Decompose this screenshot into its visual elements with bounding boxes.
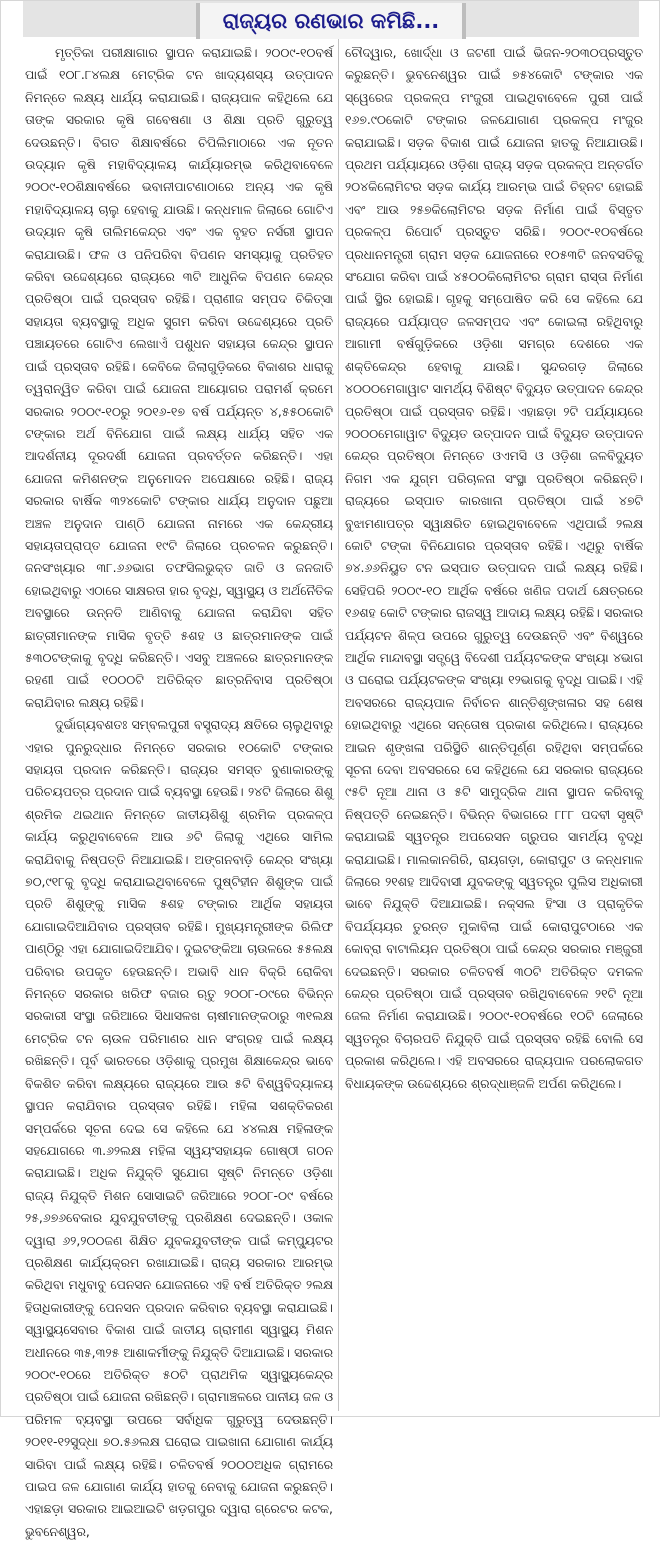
article-paragraph: ଦୁର୍ଭାଗ୍ୟବଶତଃ ସମ୍ବଲପୁରୀ ବସ୍ତ୍ରାଦ୍ୟ କ୍ଷତିରେ ଚାଲୁଥିବାରୁ ଏହାର ପୁନରୁଦ୍ଧାର ନିମନ୍ତେ ସରକାର ୧୦କୋଟି ଟଙ୍କାର ସହାୟତା ପ୍ରଦାନ କରିଛନ୍ତି। ରାଜ୍ୟର ସମସ୍ତ ବୁଣାକାରଙ୍କୁ ପରିଚୟପତ୍ର ପ୍ରଦାନ ପାଇଁ ବ୍ୟବସ୍ଥା ହେଉଛି। ୨୪ଟି ଜିଲାରେ ଶିଶୁ ଶ୍ରମିକ ଥଇଥାନ ନିମନ୍ତେ ଜାତୀୟଶିଶୁ ଶ୍ରମିକ ପ୍ରକଳ୍ପ କାର୍ଯ୍ୟ କରୁଥିବାବେଳେ ଆଉ ୬ଟି ଜିଲାକୁ ଏଥିରେ ସାମିଲ କରାଯିବାକୁ ନିଷ୍ପତ୍ତି ନିଆଯାଇଛି। ଅଙ୍ଗନବାଡ଼ି କେନ୍ଦ୍ର ସଂଖ୍ୟା ୭୦,୯୧୮କୁ ବୃଦ୍ଧି କରାଯାଇଥିବାବେଳେ ପୁଷ୍ଟିହୀନ ଶିଶୁଙ୍କ ପାଇଁ ପ୍ରତି ଶିଶୁଙ୍କୁ ମାସିକ ୫ଶହ ଟଙ୍କାର ଆର୍ଥିକ ସହାୟତା ଯୋଗାଇଦିଆଯିବାର ପ୍ରସ୍ତାବ ରହିଛି। ମୁଖ୍ୟମନ୍ତ୍ରୀଙ୍କ ରିଲିଫ ପାଣ୍ଠିରୁ ଏହା ଯୋଗାଇଦିଆଯିବ। ଦୁଇଟଙ୍କିଆ ଚାଉଳରେ ୫୫ଲକ୍ଷ ପରିବାର ଉପକୃତ ହେଉଛନ୍ତି। ଅଭାବି ଧାନ ବିକ୍ରି ରୋକିବା ନିମନ୍ତେ ସରକାର ଖରିଫ ବଜାର ଋତୁ ୨୦୦୮-୦୯ରେ ବିଭିନ୍ନ ସରକାରୀ ସଂସ୍ଥା ଜରିଆରେ ସିଧାସଳଖ ଚାଷୀମାନଙ୍କଠାରୁ ୩୧ଲକ୍ଷ ମେଟ୍ରିକ ଟନ ଚାଉଳ ପରିମାଣର ଧାନ ସଂଗ୍ରହ ପାଇଁ ଲକ୍ଷ୍ୟ ରଖିଛନ୍ତି। ପୂର୍ବ ଭାରତରେ ଓଡ଼ିଶାକୁ ପ୍ରମୁଖ ଶିକ୍ଷାକେନ୍ଦ୍ର ଭାବେ ବିକଶିତ କରିବା ଲକ୍ଷ୍ୟରେ ରାଜ୍ୟରେ ଆଉ ୫ଟି ବିଶ୍ୱବିଦ୍ୟାଳୟ ସ୍ଥାପନ କରାଯିବାର ପ୍ରସ୍ତାବ ରହିଛି। ମହିଳା ସଶକ୍ତିକରଣ ସମ୍ପର୍କରେ ସୂଚନା ଦେଇ ସେ କହିଲେ ଯେ ୪୪ଲକ୍ଷ ମହିଳାଙ୍କ ସହଯୋଗରେ ୩.୬୨ଲକ୍ଷ ମହିଳା ସ୍ୱୟଂସହାୟକ ଗୋଷ୍ଠୀ ଗଠନ କରାଯାଇଛି। ଅଧିକ ନିଯୁକ୍ତି ସୁଯୋଗ ସୃଷ୍ଟି ନିମନ୍ତେ ଓଡ଼ିଶା ରାଜ୍ୟ ନିଯୁକ୍ତି ମିଶନ ସୋସାଇଟି ଜରିଆରେ ୨୦୦୮-୦୯ ବର୍ଷରେ ୨୫,୬୭୬ବେକାର ଯୁବଯୁବତୀଙ୍କୁ ପ୍ରଶିକ୍ଷଣ ଦେଇଛନ୍ତି। ଓକାଳ ଦ୍ୱାରା ୬୨,୨୦୦ଜଣ ଶିକ୍ଷିତ ଯୁବକଯୁବତୀଙ୍କ ପାଇଁ କମ୍ପ୍ୟୁଟର ପ୍ରଶିକ୍ଷଣ କାର୍ଯ୍ୟକ୍ରମ ରଖାଯାଇଛି। ରାଜ୍ୟ ସରକାର ଆରମ୍ଭ କରିଥିବା ମଧୁବାବୁ ପେନସନ ଯୋଜନାରେ ଏହି ବର୍ଷ ଅତିରିକ୍ତ ୨ଲକ୍ଷ ହିତାଧିକାରୀଙ୍କୁ ପେନସନ ପ୍ରଦାନ କରିବାର ବ୍ୟବସ୍ଥା କରାଯାଇଛି। ସ୍ୱାସ୍ଥ୍ୟସେବାର ବିକାଶ ପାଇଁ ଜାତୀୟ ଗ୍ରାମୀଣ ସ୍ୱାସ୍ଥ୍ୟ ମିଶନ ଅଧୀନରେ ୩୫,୩୨୫ ଆଶାକର୍ମୀଙ୍କୁ ନିଯୁକ୍ତି ଦିଆଯାଇଛି। ସରକାର ୨୦୦୯-୧୦ରେ ଅତିରିକ୍ତ ୫୦ଟି ପ୍ରାଥମିକ ସ୍ୱାସ୍ଥ୍ୟକେନ୍ଦ୍ର ପ୍ରତିଷ୍ଠା ପାଇଁ ଯୋଜନା ରଖିଛନ୍ତି। ଗ୍ରାମାଞ୍ଚଳରେ ପାନୀୟ ଜଳ ଓ ପରିମଳ ବ୍ୟବସ୍ଥା ଉପରେ ସର୍ବାଧିକ ଗୁରୁତ୍ୱ ଦେଉଛନ୍ତି। ୨୦୧୧-୧୨ସୁଦ୍ଧା ୭୦.୫୬ଲକ୍ଷ ଘରୋଇ ପାଇଖାନା ଯୋଗାଣ କାର୍ଯ୍ୟ ସାରିବା ପାଇଁ ଲକ୍ଷ୍ୟ ରହିଛି। ଚଳିତବର୍ଷ ୨୦୦୦ଅଧିକ ଗ୍ରାମରେ ପାଇପ ଜଳ ଯୋଗାଣ କାର୍ଯ୍ୟ ହାତକୁ ନେବାକୁ ଯୋଜନା କରୁଛନ୍ତି। ଏହାଛଡ଼ା ସରକାର ଆଇଆଇଟି ଖଡ଼ଗପୁର ଦ୍ୱାରା ଗ୍ରେଟର କଟକ, ଭୁବନେଶ୍ୱର, <box>25 717 333 1539</box>
article-paragraph: ଚୌଦ୍ୱାର, ଖୋର୍ଦ୍ଧା ଓ ଜଟଣୀ ପାଇଁ ଭିଜନ-୨୦୩୦ପ୍ରସ୍ତୁତ କରୁଛନ୍ତି। ଭୁବନେଶ୍ୱର ପାଇଁ ୭୫୪କୋଟି ଟଙ୍କାର ଏକ ସ୍ୱେରେଜ ପ୍ରକଳ୍ପ ମଂଜୁରୀ ପାଇଥିବାବେଳେ ପୁରୀ ପାଇଁ ୧୬୭.୯୦କୋଟି ଟଙ୍କାର ଜଳଯୋଗାଣ ପ୍ରକଳ୍ପ ମଂଜୁର କରାଯାଇଛି। ସଡ଼କ ବିକାଶ ପାଇଁ ଯୋଜନା ହାତକୁ ନିଆଯାଉଛି। ପ୍ରଥମ ପର୍ଯ୍ୟାୟରେ ଓଡ଼ିଶା ରାଜ୍ୟ ସଡ଼କ ପ୍ରକଳ୍ପ ଅନ୍ତର୍ଗତ ୨୦୪କିଲୋମିଟର ସଡ଼କ କାର୍ଯ୍ୟ ଆରମ୍ଭ ପାଇଁ ଚିହ୍ନଟ ହୋଇଛି ଏବଂ ଆଉ ୨୫୭କିଲୋମିଟର ସଡ଼କ ନିର୍ମାଣ ପାଇଁ ବିସ୍ତୃତ ପ୍ରକଳ୍ପ ରିପୋର୍ଟ ପ୍ରସ୍ତୁତ ସରିଛି। ୨୦୦୯-୧୦ବର୍ଷରେ ପ୍ରଧାନମନ୍ତ୍ରୀ ଗ୍ରାମ ସଡ଼କ ଯୋଜନାରେ ୧୦୫୩ଟି ଜନବସତିକୁ ସଂଯୋଗ କରିବା ପାଇଁ ୪୫୦୦କିଲୋମିଟର ଗ୍ରାମ ରାସ୍ତା ନିର୍ମାଣ ପାଇଁ ସ୍ଥିର ହୋଇଛି। ଗୃହକୁ ସମ୍ପୋଷିତ କରି ସେ କହିଲେ ଯେ ରାଜ୍ୟରେ ପର୍ଯ୍ୟାପ୍ତ ଜଳସମ୍ପଦ ଏବଂ କୋଇଲା ରହିଥିବାରୁ ଆଗାମୀ ବର୍ଷଗୁଡ଼ିକରେ ଓଡ଼ିଶା ସମଗ୍ର ଦେଶରେ ଏକ ଶକ୍ତିକେନ୍ଦ୍ର ହେବାକୁ ଯାଉଛି। ସୁନ୍ଦରଗଡ଼ ଜିଲାରେ ୪୦୦୦ମେଗାୱାଟ ସାମର୍ଥ୍ୟ ବିଶିଷ୍ଟ ବିଦ୍ୟୁତ ଉତ୍ପାଦନ କେନ୍ଦ୍ର ପ୍ରତିଷ୍ଠା ପାଇଁ ପ୍ରସ୍ତାବ ରହିଛି। ଏହାଛଡ଼ା ୨ଟି ପର୍ଯ୍ୟାୟରେ ୨୦୦୦ମେଗାୱାଟ ବିଦ୍ୟୁତ ଉତ୍ପାଦନ ପାଇଁ ବିଦ୍ୟୁତ ଉତ୍ପାଦନ କେନ୍ଦ୍ର ପ୍ରତିଷ୍ଠା ନିମନ୍ତେ ଓଏମସି ଓ ଓଡ଼ିଶା ଜଳବିଦ୍ୟୁତ ନିଗମ ଏକ ଯୁଗ୍ମ ପରିଚାଳନା ସଂସ୍ଥା ପ୍ରତିଷ୍ଠା କରିଛନ୍ତି। ରାଜ୍ୟରେ ଇସ୍ପାତ କାରଖାନା ପ୍ରତିଷ୍ଠା ପାଇଁ ୪୭ଟି ବୁଝାମଣାପତ୍ର ସ୍ୱାକ୍ଷରିତ ହୋଇଥିବାବେଳେ ଏଥିପାଇଁ ୨ଲକ୍ଷ କୋଟି ଟଙ୍କା ବିନିଯୋଗର ପ୍ରସ୍ତାବ ରହିଛି। ଏଥିରୁ ବାର୍ଷିକ ୭୪.୬୬ନିୟୁତ ଟନ ଇସ୍ପାତ ଉତ୍ପାଦନ ପାଇଁ ଲକ୍ଷ୍ୟ ରହିଛି। ସେହିପରି ୨୦୦୯-୧୦ ଆର୍ଥିକ ବର୍ଷରେ ଖଣିଜ ପଦାର୍ଥ କ୍ଷେତ୍ରରେ ୧୬ଶହ କୋଟି ଟଙ୍କାର ରାଜସ୍ୱ ଆଦାୟ ଲକ୍ଷ୍ୟ ରହିଛି। ସରକାର ପର୍ଯ୍ୟଟନ ଶିଳ୍ପ ଉପରେ ଗୁରୁତ୍ୱ ଦେଉଛନ୍ତି ଏବଂ ବିଶ୍ୱରେ ଆର୍ଥିକ ମାନ୍ଦାବସ୍ଥା ସତ୍ତ୍ୱେ ବିଦେଶୀ ପର୍ଯ୍ୟଟକଙ୍କ ସଂଖ୍ୟା ୪ଭାଗ ଓ ଘରୋଇ ପର୍ଯ୍ୟଟକଙ୍କ ସଂଖ୍ୟା ୧୨ଭାଗକୁ ବୃଦ୍ଧି ପାଇଛି। ଏହି ଅବସରରେ ରାଜ୍ୟପାଳ ନିର୍ବାଚନ ଶାନ୍ତିଶୃଙ୍ଖଳାର ସହ ଶେଷ ହୋଇଥିବାରୁ ଏଥିରେ ସନ୍ତୋଷ ପ୍ରକାଶ କରିଥିଲେ। ରାଜ୍ୟରେ ଆଇନ ଶୃଙ୍ଖଳା ପରିସ୍ଥିତି ଶାନ୍ତିପୂର୍ଣ୍ଣ ରହିଥିବା ସମ୍ପର୍କରେ ସୂଚନା ଦେବା ଅବସରରେ ସେ କହିଥିଲେ ଯେ ସରକାର ରାଜ୍ୟରେ ୯୫ଟି ନୂଆ ଥାନା ଓ ୫ଟି ସାମୁଦ୍ରିକ ଥାନା ସ୍ଥାପନ କରିବାକୁ ନିଷ୍ପତ୍ତି ନେଇଛନ୍ତି। ବିଭିନ୍ନ ବିଭାଗରେ ୮୮୮ ପଦବୀ ସୃଷ୍ଟି କରାଯାଇଛି ସ୍ୱତନ୍ତ୍ର ଅପରେସନ ଗ୍ରୁପର ସାମର୍ଥ୍ୟ ବୃଦ୍ଧି କରାଯାଇଛି। ମାଲକାନଗିରି, ରାୟଗଡ଼ା, କୋରାପୁଟ ଓ କନ୍ଧମାଳ ଜିଲାରେ ୨୧ଶହ ଆଦିବାସୀ ଯୁବକଙ୍କୁ ସ୍ୱତନ୍ତ୍ର ପୁଲିସ ଅଧିକାରୀ ଭାବେ ନିଯୁକ୍ତି ଦିଆଯାଇଛି। ନକ୍ସଲ ହିଂସା ଓ ପ୍ରାକୃତିକ ବିପର୍ଯ୍ୟୟର ତୁରନ୍ତ ମୁକାବିଲା ପାଇଁ କୋରାପୁଟଠାରେ ଏକ କୋବ୍ରା ବାଟାଲିୟନ ପ୍ରତିଷ୍ଠା ପାଇଁ କେନ୍ଦ୍ର ସରକାର ମଞ୍ଜୁରୀ ଦେଇଛନ୍ତି। ସରକାର ଚଳିତବର୍ଷ ୩୦ଟି ଅତିରିକ୍ତ ଦମକଳ କେନ୍ଦ୍ର ପ୍ରତିଷ୍ଠା ପାଇଁ ପ୍ରସ୍ତାବ ରଖିଥିବାବେଳେ ୨୧ଟି ନୂଆ ଜେଲ ନିର୍ମାଣ କରାଯାଉଛି। ୨୦୦୯-୧୦ବର୍ଷରେ ୧୦ଟି ଜେଲାରେ ସ୍ୱତନ୍ତ୍ର ବିଚାରପତି ନିଯୁକ୍ତି ପାଇଁ ପ୍ରସ୍ତାବ ରହିଛି ବୋଲି ସେ ପ୍ରକାଶ କରିଥିଲେ। ଏହି ଅବସରରେ ରାଜ୍ୟପାଳ ପରଲୋକଗତ ବିଧାୟକଙ୍କ ଉଦ୍ଦେଶ୍ୟରେ ଶ୍ରଦ୍ଧାଞ୍ଜଳି ଅର୍ପଣ କରିଥିଲେ। <box>345 45 643 1091</box>
article-column-left <box>25 42 333 1539</box>
headline: ରାଜ୍ୟର ରଣଭାର କମିଛି... <box>196 3 466 39</box>
article-paragraph: ମୃତ୍ତିକା ପରୀକ୍ଷାଗାର ସ୍ଥାପନ କରାଯାଇଛି। ୨୦୦୯-୧୦ବର୍ଷ ପାଇଁ ୧୦୮.୮୪ଲକ୍ଷ ମେଟ୍ରିକ ଟନ ଖାଦ୍ୟଶସ୍ୟ ଉତ୍ପାଦନ ନିମନ୍ତେ ଲକ୍ଷ୍ୟ ଧାର୍ଯ୍ୟ କରାଯାଇଛି। ରାଜ୍ୟପାଳ କହିଥିଲେ ଯେ ତାଙ୍କ ସରକାର କୃଷି ଗବେଷଣା ଓ ଶିକ୍ଷା ପ୍ରତି ଗୁରୁତ୍ୱ ଦେଉଛନ୍ତି। ବିଗତ ଶିକ୍ଷାବର୍ଷରେ ଚିପିଲିମାଠାରେ ଏକ ନୂତନ ଉଦ୍ୟାନ କୃଷି ମହାବିଦ୍ୟାଳୟ କାର୍ଯ୍ୟାରମ୍ଭ କରିଥିବାବେଳେ ୨୦୦୯-୧୦ଶିକ୍ଷାବର୍ଷରେ ଭବାନୀପାଟଣାଠାରେ ଅନ୍ୟ ଏକ କୃଷି ମହାବିଦ୍ୟାଳୟ ଚାଲୁ ହେବାକୁ ଯାଉଛି। କନ୍ଧମାଳ ଜିଲାରେ ଗୋଟିଏ ଉଦ୍ୟାନ କୃଷି ତାଲିମକେନ୍ଦ୍ର ଏବଂ ଏକ ବୃହତ ନର୍ସରୀ ସ୍ଥାପନ କରାଯାଉଛି। ଫଳ ଓ ପନିପରିବା ବିପଣନ ସମସ୍ୟାକୁ ପ୍ରତିହତ କରିବା ଉଦ୍ଦେଶ୍ୟରେ ରାଜ୍ୟରେ ୩ଟି ଆଧୁନିକ ବିପଣନ କେନ୍ଦ୍ର ପ୍ରତିଷ୍ଠା ପାଇଁ ପ୍ରସ୍ତାବ ରହିଛି। ପ୍ରାଣୀଜ ସମ୍ପଦ ଚିକିତ୍ସା ସହାୟତା ବ୍ୟବସ୍ଥାକୁ ଅଧିକ ସୁଗମ କରିବା ଉଦ୍ଦେଶ୍ୟରେ ପ୍ରତି ପଞ୍ଚାୟତରେ ଗୋଟିଏ ଲେଖାଏଁ ପଶୁଧନ ସହାୟତା କେନ୍ଦ୍ର ସ୍ଥାପନ ପାଇଁ ପ୍ରସ୍ତାବ ରହିଛି। କେବିକେ ଜିଲାଗୁଡ଼ିକରେ ବିକାଶର ଧାରାକୁ ତ୍ୱରାନ୍ୱିତ କରିବା ପାଇଁ ଯୋଜନା ଆୟୋଗର ପରାମର୍ଶ କ୍ରମେ ସରକାର ୨୦୦୯-୧୦ରୁ ୨୦୧୬-୧୭ ବର୍ଷ ପର୍ଯ୍ୟନ୍ତ ୪,୫୫୦କୋଟି ଟଙ୍କାର ଅର୍ଥ ବିନିଯୋଗ ପାଇଁ ଲକ୍ଷ୍ୟ ଧାର୍ଯ୍ୟ ସହିତ ଏକ ଆଦର୍ଶନୀୟ ଦୂରଦର୍ଶୀ ଯୋଜନା ପ୍ରବର୍ତ୍ତନ କରିଛନ୍ତି। ଏହା ଯୋଜନା କମିଶନଙ୍କ ଅନୁମୋଦନ ଅପେକ୍ଷାରେ ରହିଛି। ରାଜ୍ୟ ସରକାର ବାର୍ଷିକ ୩୨୪କୋଟି ଟଙ୍କାର ଧାର୍ଯ୍ୟ ଅନୁଦାନ ପଛୁଆ ଅଞ୍ଚଳ ଅନୁଦାନ ପାଣ୍ଠି ଯୋଜନା ନାମରେ ଏକ କେନ୍ଦ୍ରୀୟ ସହାୟତାପ୍ରାପ୍ତ ଯୋଜନା ୧୯ଟି ଜିଲାରେ ପ୍ରଚଳନ କରୁଛନ୍ତି। ଜନସଂଖ୍ୟାର ୩୮.୬୬ଭାଗ ତଫସିଲଭୁକ୍ତ ଜାତି ଓ ଜନଜାତି ହୋଇଥିବାରୁ ଏଠାରେ ସାକ୍ଷରତା ହାର ବୃଦ୍ଧି, ସ୍ୱାସ୍ଥ୍ୟ ଓ ଅର୍ଥନୈତିକ ଅବସ୍ଥାରେ ଉନ୍ନତି ଆଣିବାକୁ ଯୋଜନା କରାଯିବା ସହିତ ଛାତ୍ରୀମାନଙ୍କ ମାସିକ ବୃତ୍ତି ୫ଶହ ଓ ଛାତ୍ରମାନଙ୍କ ପାଇଁ ୫୩୦ଟଙ୍କାକୁ ବୃଦ୍ଧି କରିଛନ୍ତି। ଏସବୁ ଅଞ୍ଚଳରେ ଛାତ୍ରମାନଙ୍କ ରହଣୀ ପାଇଁ ୧୦୦୦ଟି ଅତିରିକ୍ତ ଛାତ୍ରନିବାସ ପ୍ରତିଷ୍ଠା କରାଯିବାର ଲକ୍ଷ୍ୟ ରହିଛି। <box>25 45 333 710</box>
column-divider <box>338 39 339 1411</box>
article-column-right <box>345 42 643 1091</box>
